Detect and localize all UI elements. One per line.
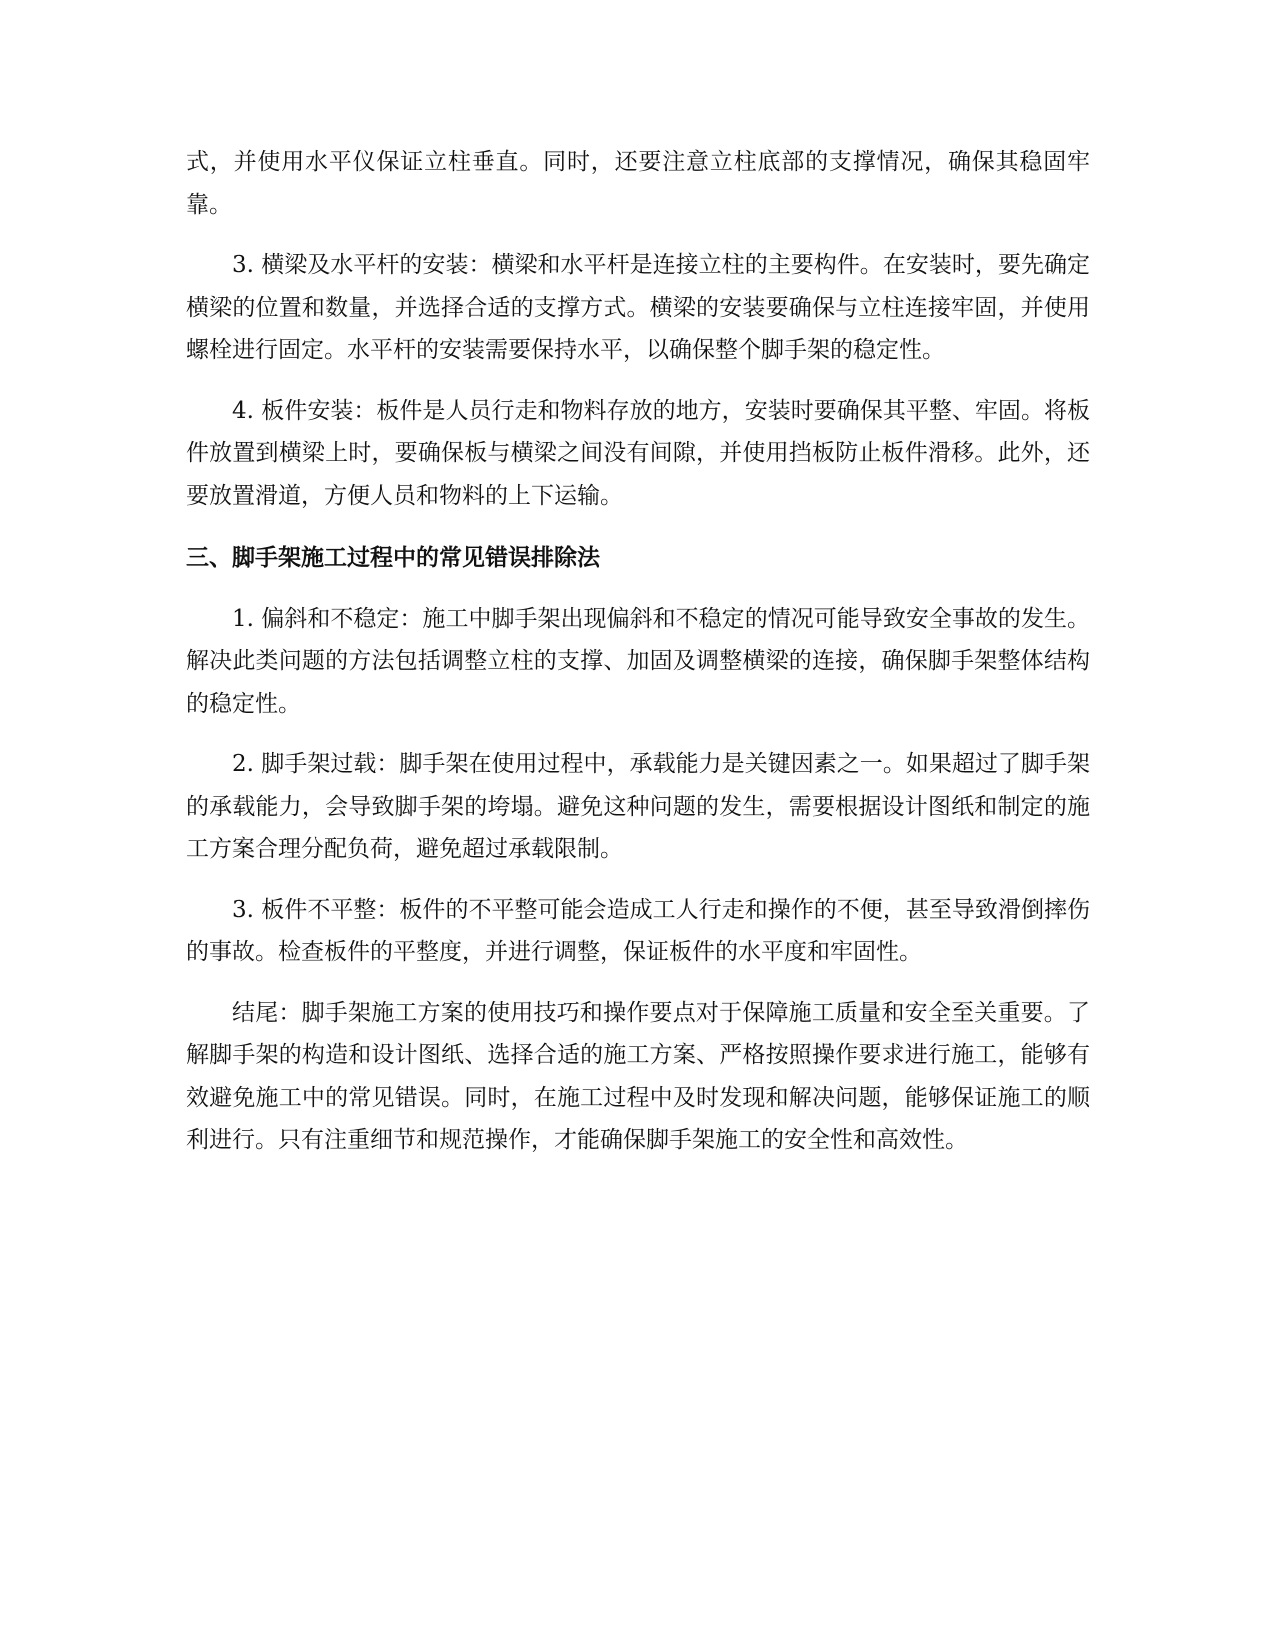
section-3-heading: 三、脚手架施工过程中的常见错误排除法 bbox=[186, 545, 600, 571]
paragraph-item-3: 3. 横梁及水平杆的安装：横梁和水平杆是连接立柱的主要构件。在安装时，要先确定横梁的位置和数量，并选择合适的支撑方式。横梁的安装要确保与立柱连接牢固，并使用螺栓进行固定。水平杆的安装需要保持水平，以确保整个脚手架的稳定性。 bbox=[186, 252, 1090, 363]
paragraph-item-4: 4. 板件安装：板件是人员行走和物料存放的地方，安装时要确保其平整、牢固。将板件放置到横梁上时，要确保板与横梁之间没有间隙，并使用挡板防止板件滑移。此外，还要放置滑道，方便人员和物料的上下运输。 bbox=[186, 397, 1090, 509]
document-page bbox=[186, 141, 1090, 1162]
paragraph-error-3: 3. 板件不平整：板件的不平整可能会造成工人行走和操作的不便，甚至导致滑倒摔伤的事故。检查板件的平整度，并进行调整，保证板件的水平度和牢固性。 bbox=[186, 896, 1090, 965]
paragraph-error-2: 2. 脚手架过载：脚手架在使用过程中，承载能力是关键因素之一。如果超过了脚手架的承载能力，会导致脚手架的垮塌。避免这种问题的发生，需要根据设计图纸和制定的施工方案合理分配负荷，避免超过承载限制。 bbox=[186, 751, 1090, 862]
paragraph-conclusion: 结尾：脚手架施工方案的使用技巧和操作要点对于保障施工质量和安全至关重要。了解脚手架的构造和设计图纸、选择合适的施工方案、严格按照操作要求进行施工，能够有效避免施工中的常见错误。同时，在施工过程中及时发现和解决问题，能够保证施工的顺利进行。只有注重细节和规范操作，才能确保脚手架施工的安全性和高效性。 bbox=[186, 999, 1090, 1153]
paragraph-error-1: 1. 偏斜和不稳定：施工中脚手架出现偏斜和不稳定的情况可能导致安全事故的发生。解决此类问题的方法包括调整立柱的支撑、加固及调整横梁的连接，确保脚手架整体结构的稳定性。 bbox=[186, 605, 1090, 717]
paragraph-continued: 式，并使用水平仪保证立柱垂直。同时，还要注意立柱底部的支撑情况，确保其稳固牢靠。 bbox=[186, 149, 1090, 218]
